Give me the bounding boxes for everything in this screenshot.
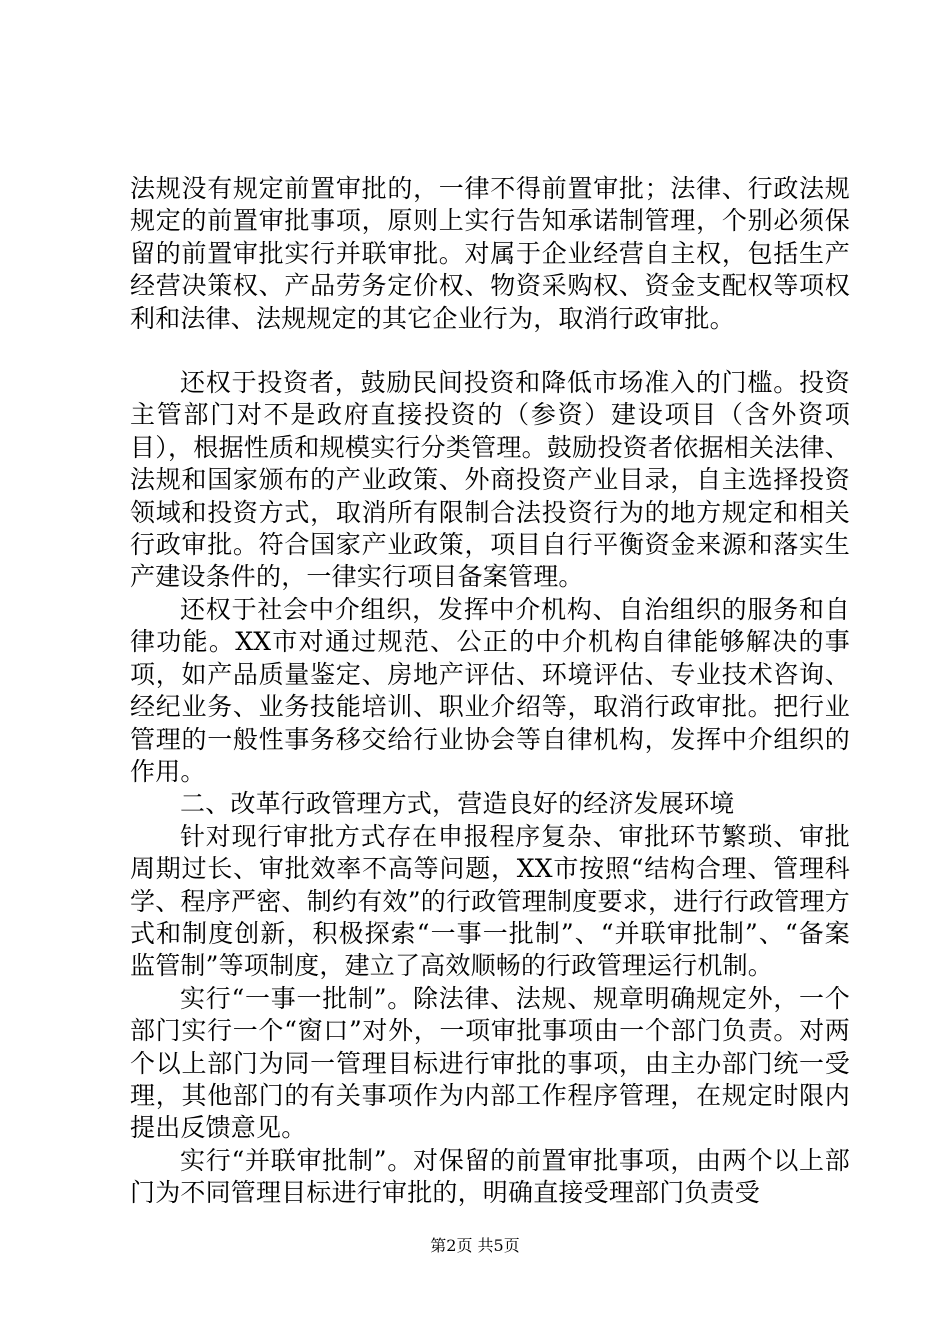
paragraph-7: 实行“并联审批制”。对保留的前置审批事项，由两个以上部门为不同管理目标进行审批的，明确直接受理部门负责受: [130, 1145, 850, 1208]
paragraph-5: 针对现行审批方式存在申报程序复杂、审批环节繁琐、审批周期过长、审批效率不高等问题，XX市按照“结构合理、管理科学、程序严密、制约有效”的行政管理制度要求，进行行政管理方式和制度创新，积极探索“一事一批制”、“并联审批制”、“备案监管制”等项制度，建立了高效顺畅的行政管理运行机制。: [130, 821, 850, 981]
section-heading: 二、改革行政管理方式，营造良好的经济发展环境: [180, 789, 735, 819]
paragraph-1: 法规没有规定前置审批的，一律不得前置审批；法律、行政法规规定的前置审批事项，原则上实行告知承诺制管理，个别必须保留的前置审批实行并联审批。对属于企业经营自主权，包括生产经营决策权、产品劳务定价权、物资采购权、资金支配权等项权利和法律、法规规定的其它企业行为，取消行政审批。: [130, 174, 850, 333]
page-footer: 第2页 共5页: [430, 1236, 520, 1255]
paragraph-2: 还权于投资者，鼓励民间投资和降低市场准入的门槛。投资主管部门对不是政府直接投资的（参资）建设项目（含外资项目），根据性质和规模实行分类管理。鼓励投资者依据相关法律、法规和国家颁布的产业政策、外商投资产业目录，自主选择投资领域和投资方式，取消所有限制合法投资行为的地方规定和相关行政审批。符合国家产业政策，项目自行平衡资金来源和落实生产建设条件的，一律实行项目备案管理。: [130, 368, 850, 592]
paragraph-6: 实行“一事一批制”。除法律、法规、规章明确规定外，一个部门实行一个“窗口”对外，一项审批事项由一个部门负责。对两个以上部门为同一管理目标进行审批的事项，由主办部门统一受理，其他部门的有关事项作为内部工作程序管理，在规定时限内提出反馈意见。: [130, 983, 850, 1143]
paragraph-3: 还权于社会中介组织，发挥中介机构、自治组织的服务和自律功能。XX市对通过规范、公正的中介机构自律能够解决的事项，如产品质量鉴定、房地产评估、环境评估、专业技术咨询、经纪业务、业务技能培训、职业介绍等，取消行政审批。把行业管理的一般性事务移交给行业协会等自律机构，发挥中介组织的作用。: [130, 594, 850, 786]
document-body: [130, 173, 850, 1210]
